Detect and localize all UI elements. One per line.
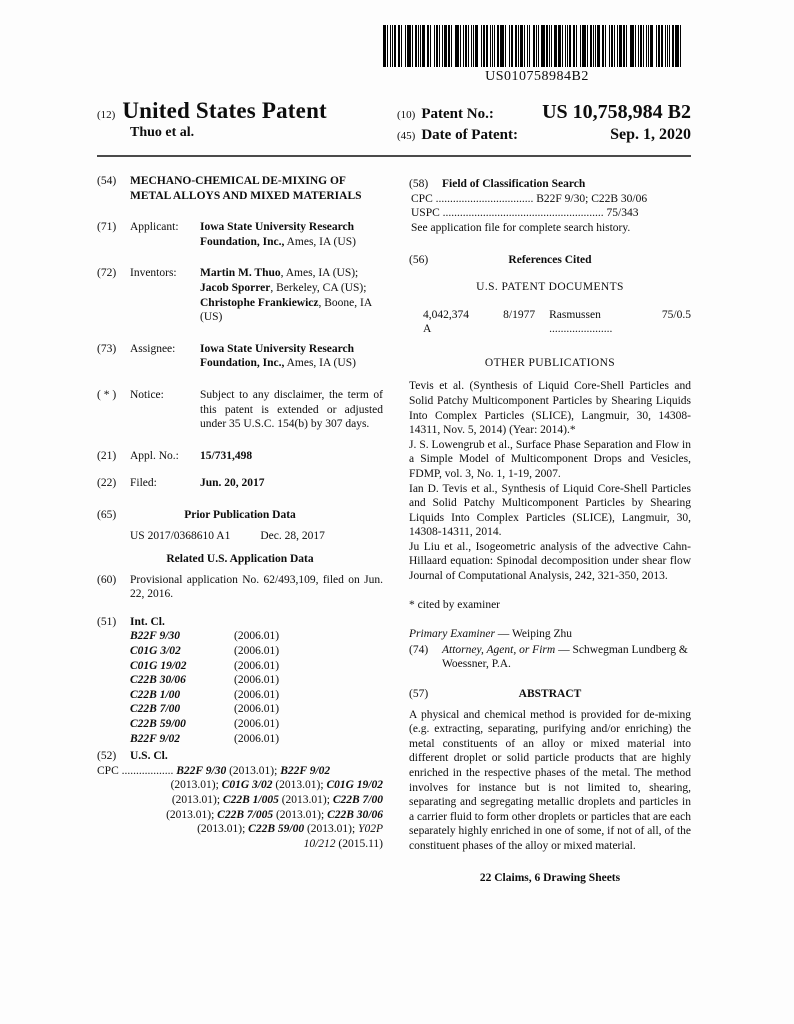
field-57-number: (57) (409, 688, 429, 701)
abstract-heading: ABSTRACT (518, 688, 582, 701)
int-cl-entry (97, 688, 383, 703)
field-51-number: (51) (97, 615, 117, 628)
prior-publication-heading-row (97, 508, 383, 523)
cpc-line: (2013.01); C22B 7/005 (2013.01); C22B 30/06 (166, 808, 383, 821)
notice-asterisk: ( * ) (97, 388, 117, 401)
applicant-value: Iowa State University Research Foundation, Inc., Ames, IA (US) (200, 221, 356, 248)
document-kind-line (97, 98, 397, 124)
cited-patent-number: 4,042,374 A (423, 308, 469, 336)
references-heading: References Cited (508, 254, 592, 267)
prior-publication-data (97, 529, 383, 544)
provisional-application-section (97, 573, 383, 602)
int-cl-entry (97, 673, 383, 688)
inventors-value: Martin M. Thuo, Ames, IA (US); Jacob Sporrer, Berkeley, CA (US); Christophe Frankiewicz, Boone, IA (US) (200, 267, 372, 324)
cpc-line: (2013.01); C22B 1/005 (2013.01); C22B 7/00 (171, 794, 383, 806)
field-search-uspc: USPC ........................................................ 75/343 (411, 207, 639, 220)
related-application-heading: Related U.S. Application Data (166, 553, 314, 566)
notice-section (97, 388, 383, 432)
int-cl-entry (97, 644, 383, 659)
int-cl-entry (97, 629, 383, 644)
applicant-label: Applicant: (130, 221, 179, 234)
field-52-number: (52) (97, 750, 117, 763)
classification-version: (2006.01) (234, 674, 280, 687)
inventors-section (97, 266, 383, 324)
field-71-number: (71) (97, 221, 117, 234)
barcode-image (383, 25, 691, 67)
us-cl-heading-row (97, 749, 383, 764)
body-columns (97, 174, 691, 885)
field-56-number: (56) (409, 254, 429, 267)
applicant-section (97, 220, 383, 249)
field-73-number: (73) (97, 342, 117, 355)
field-72-number: (72) (97, 267, 117, 280)
publication-date: Dec. 28, 2017 (260, 529, 325, 542)
classification-code: C22B 1/00 (130, 688, 181, 701)
int-cl-entry (97, 702, 383, 717)
invention-title: MECHANO-CHEMICAL DE-MIXING OF METAL ALLOYS AND MIXED MATERIALS (130, 175, 362, 202)
publication-reference: J. S. Lowengrub et al., Surface Phase Separation and Flow in a Simple Model of Multicomponent Drops and Vesicles, FDMP, vol. 3, No. 1, 1-19, 2007. (409, 438, 691, 480)
primary-examiner-line: Primary Examiner — Weiping Zhu (409, 628, 573, 641)
abstract-heading-row (409, 687, 691, 702)
patent-number-row (397, 101, 691, 124)
classification-version: (2006.01) (234, 718, 280, 731)
patent-number-label: Patent No.: (421, 106, 494, 122)
cited-by-examiner-note: * cited by examiner (409, 598, 501, 611)
publication-reference: Ju Liu et al., Isogeometric analysis of the advective Cahn-Hillaard equation: Spinodal decomposition under shear flow Journal of Computational Analysis, 242, 321-350, 2013. (409, 540, 691, 583)
field-21-number: (21) (97, 449, 117, 462)
classification-code: B22F 9/30 (130, 630, 180, 643)
classification-version: (2006.01) (234, 659, 280, 672)
page-title: United States Patent (122, 98, 327, 123)
cpc-classification-block (97, 764, 383, 852)
us-cl-heading: U.S. Cl. (130, 750, 168, 763)
classification-version: (2006.01) (234, 645, 280, 658)
cited-patent-class: 75/0.5 (661, 308, 691, 321)
assignee-section (97, 342, 383, 371)
field-65-number: (65) (97, 508, 117, 521)
cpc-line: (2013.01); C01G 3/02 (2013.01); C01G 19/02 (170, 779, 383, 792)
page-content (97, 0, 691, 885)
inventor-shortname: Thuo et al. (130, 125, 195, 140)
classification-version: (2006.01) (234, 732, 280, 745)
field-search-heading: Field of Classification Search (442, 178, 586, 190)
us-patent-documents-heading: U.S. PATENT DOCUMENTS (476, 280, 624, 293)
field-search-heading-row (409, 177, 691, 192)
cited-patent-date: 8/1977 (503, 308, 536, 321)
field-54-number: (54) (97, 175, 117, 187)
classification-code: C01G 19/02 (130, 659, 187, 672)
publication-reference: Tevis et al. (Synthesis of Liquid Core-Shell Particles and Solid Patchy Multicomponent Particles by Shearing Liquids Into Complex Particles (SLICE), Langmuir, 30, 14308-14311, Nov. 5, 2014) (Year: 2014).* (409, 380, 691, 437)
field-search-cpc: CPC .................................. B22F 9/30; C22B 30/06 (411, 192, 648, 205)
classification-code: C22B 59/00 (130, 718, 186, 731)
int-cl-heading-row (97, 615, 383, 630)
int-cl-entry (97, 659, 383, 674)
classification-version: (2006.01) (234, 703, 280, 716)
field-45-number: (45) (397, 130, 416, 142)
application-number-section (97, 449, 383, 464)
prior-publication-heading: Prior Publication Data (184, 508, 296, 521)
barcode-number: US010758984B2 (485, 69, 589, 84)
notice-text: Subject to any disclaimer, the term of this patent is extended or adjusted under 35 U.S.C. 154(b) by 307 days. (200, 388, 383, 431)
assignee-label: Assignee: (130, 342, 176, 355)
cited-patent-row (409, 308, 691, 337)
attorney-value: Attorney, Agent, or Firm — Schwegman Lundberg & Woessner, P.A. (442, 643, 688, 671)
cpc-line: 10/212 (2015.11) (303, 837, 383, 850)
patent-header (97, 98, 691, 146)
assignee-value: Iowa State University Research Foundation, Inc., Ames, IA (US) (200, 342, 356, 370)
field-58-number: (58) (409, 178, 429, 190)
field-search-note: See application file for complete search history. (411, 221, 631, 234)
claims-drawing-sheets-line: 22 Claims, 6 Drawing Sheets (479, 871, 621, 884)
field-60-number: (60) (97, 573, 117, 586)
patent-number-value: US 10,758,984 B2 (542, 101, 691, 123)
other-publications-heading: OTHER PUBLICATIONS (484, 356, 616, 369)
inventors-label: Inventors: (130, 267, 177, 280)
barcode-block (383, 25, 691, 85)
int-cl-entry (97, 732, 383, 747)
cpc-line: CPC .................. B22F 9/30 (2013.01); B22F 9/02 (97, 764, 331, 777)
classification-code: B22F 9/02 (130, 732, 180, 745)
abstract-text: A physical and chemical method is provided for de-mixing (e.g. extracting, separating, purifying and/or enriching) the metal constituents of an alloy or mixed material into different droplet or solid particle products that are highly enriched in the respective phases of the metal. The method involves for instance but is not limited to, shearing, separating and segregating metallic droplets and particles in a carrier fluid to form other droplets or particles that are each separately highly enriched in one of some, if not of all, of the constituent phases of the alloy or mixed material. (409, 708, 691, 852)
patent-date-value: Sep. 1, 2020 (610, 126, 691, 143)
int-cl-entry (97, 717, 383, 732)
references-heading-row (409, 253, 691, 268)
patent-date-label: Date of Patent: (421, 127, 518, 143)
cited-patent-inventor: Rasmussen ...................... (549, 308, 613, 336)
attorney-section (409, 643, 691, 672)
header-left (97, 98, 397, 141)
application-number-label: Appl. No.: (130, 449, 179, 462)
field-10-number: (10) (397, 109, 416, 121)
classification-code: C22B 30/06 (130, 674, 186, 687)
cpc-line: (2013.01); C22B 59/00 (2013.01); Y02P (197, 823, 383, 836)
application-number-value: 15/731,498 (200, 449, 253, 462)
filed-value: Jun. 20, 2017 (200, 477, 265, 490)
filed-label: Filed: (130, 477, 157, 490)
field-22-number: (22) (97, 477, 117, 490)
field-12-number: (12) (97, 109, 116, 121)
title-section (97, 174, 383, 203)
int-cl-heading: Int. Cl. (130, 615, 165, 628)
field-74-number: (74) (409, 643, 429, 656)
int-cl-list (97, 629, 383, 746)
classification-version: (2006.01) (234, 688, 280, 701)
header-divider (97, 155, 691, 157)
filed-section (97, 476, 383, 491)
right-column (409, 174, 691, 885)
patent-date-row (397, 126, 691, 144)
notice-label: Notice: (130, 388, 164, 401)
classification-code: C01G 3/02 (130, 645, 181, 658)
publication-reference: Ian D. Tevis et al., Synthesis of Liquid Core-Shell Particles and Solid Patchy Multicomponent Particles by Shearing Liquids Into Complex Particles (SLICE), Langmuir, 30, 14308-14311, 2014. (409, 482, 691, 539)
left-column (97, 174, 383, 885)
provisional-application-text: Provisional application No. 62/493,109, filed on Jun. 22, 2016. (130, 573, 383, 601)
header-right (397, 98, 691, 146)
classification-version: (2006.01) (234, 630, 280, 643)
classification-code: C22B 7/00 (130, 703, 181, 716)
publication-id: US 2017/0368610 A1 (130, 529, 231, 542)
